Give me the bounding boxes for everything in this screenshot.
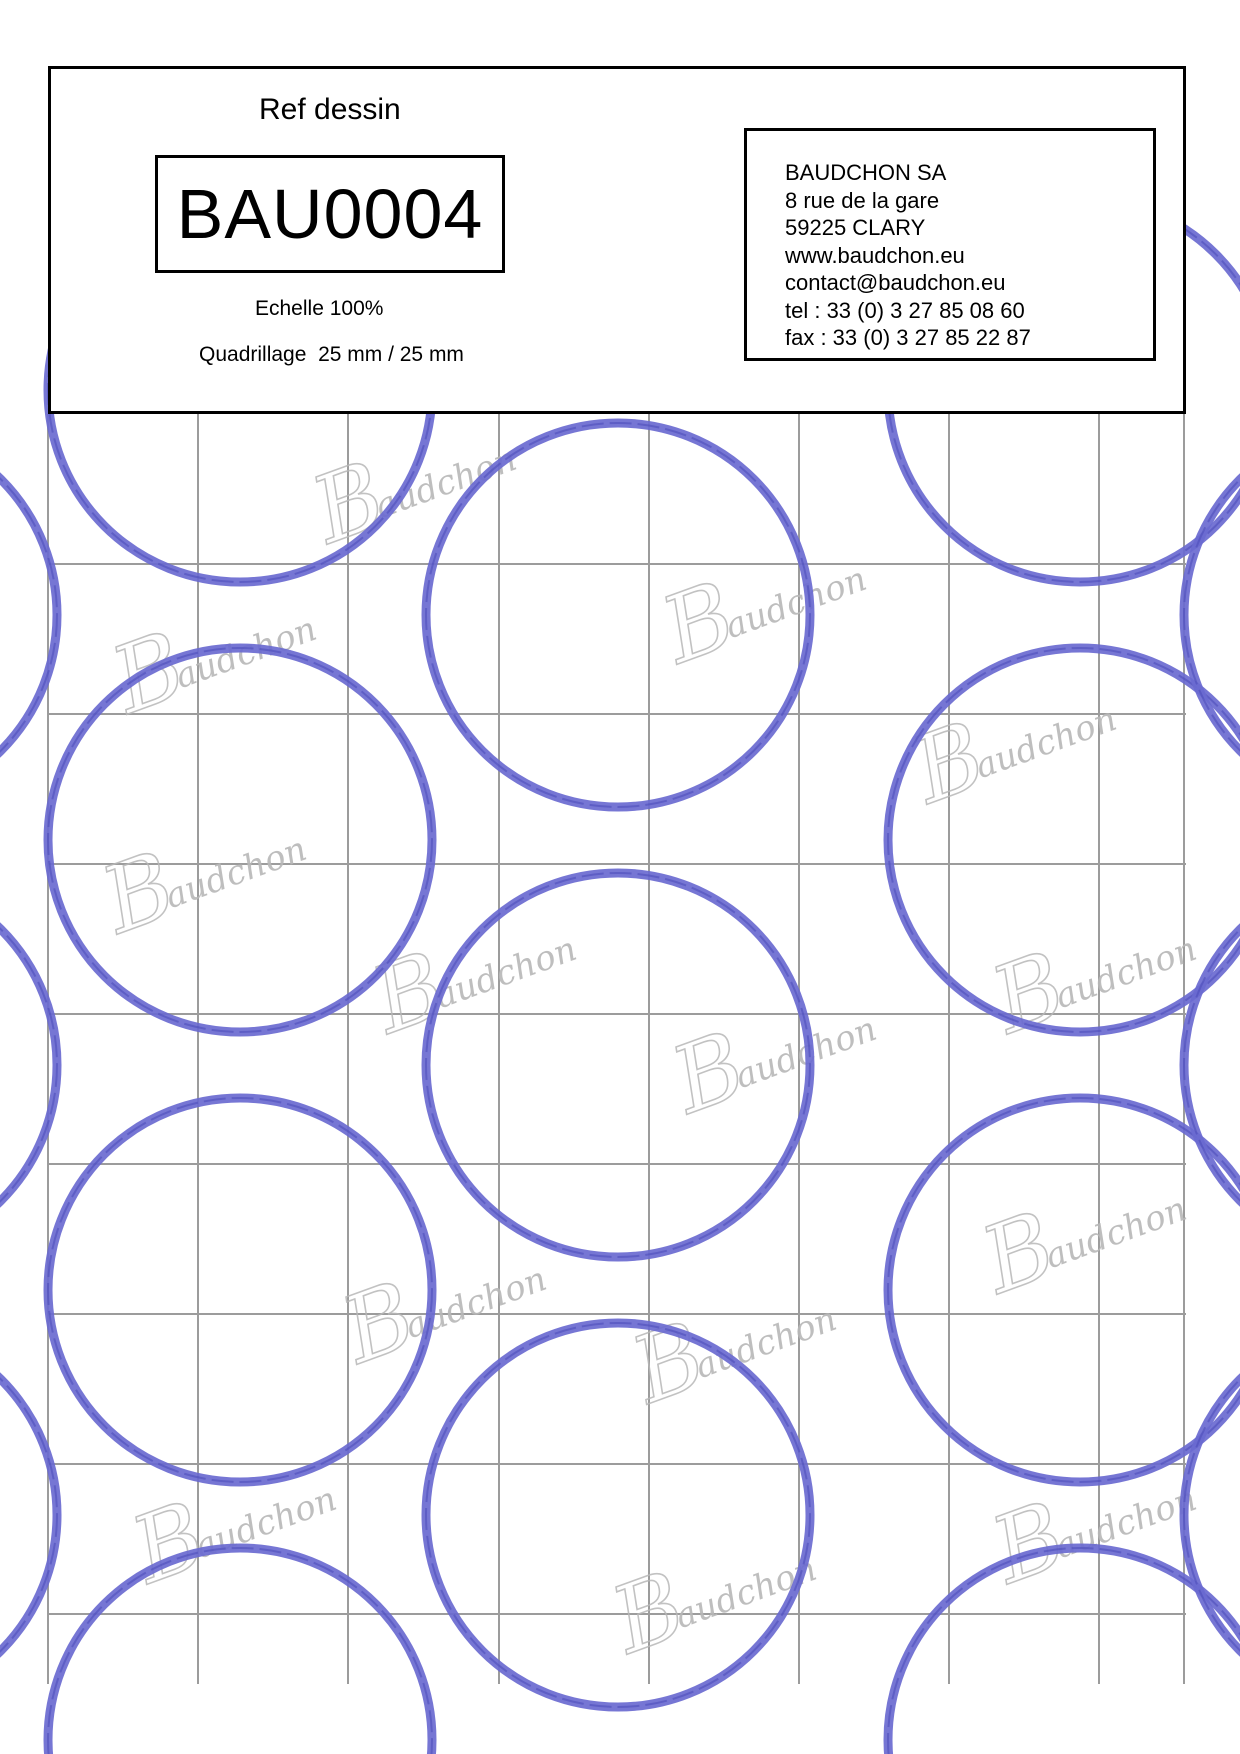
svg-text:B: B <box>648 561 750 685</box>
watermark <box>357 884 588 1055</box>
contact-block <box>744 128 1156 361</box>
svg-text:B: B <box>358 931 460 1055</box>
svg-text:B: B <box>978 1481 1080 1605</box>
svg-text:audchon: audchon <box>1039 1189 1192 1277</box>
svg-text:B: B <box>328 1261 430 1385</box>
svg-text:audchon: audchon <box>169 609 322 697</box>
svg-text:audchon: audchon <box>1049 1479 1202 1567</box>
circle-ring-icon <box>48 648 432 1032</box>
svg-text:audchon: audchon <box>189 1479 342 1567</box>
svg-text:B: B <box>118 1481 220 1605</box>
scale-label: Echelle 100% <box>255 297 384 320</box>
watermark <box>327 1214 558 1385</box>
svg-text:B: B <box>98 611 200 735</box>
svg-text:B: B <box>968 1191 1070 1315</box>
watermark <box>897 654 1128 825</box>
street-address: 8 rue de la gare <box>785 187 940 213</box>
svg-text:B: B <box>88 831 190 955</box>
svg-text:B: B <box>978 931 1080 1055</box>
company-name: BAUDCHON SA <box>785 160 947 185</box>
ref-code: BAU0004 <box>176 175 484 253</box>
svg-text:B: B <box>898 701 1000 825</box>
svg-text:audchon: audchon <box>969 699 1122 787</box>
watermark <box>967 1144 1198 1315</box>
watermark <box>647 514 878 685</box>
watermark <box>657 964 888 1135</box>
svg-text:audchon: audchon <box>729 1009 882 1097</box>
pattern-canvas <box>48 414 1202 1684</box>
svg-text:audchon: audchon <box>159 829 312 917</box>
circle-ring-icon <box>1184 423 1240 807</box>
postal-city: 59225 CLARY <box>785 215 926 240</box>
pattern-preview <box>48 414 1202 1684</box>
svg-text:B: B <box>618 1301 720 1425</box>
phone-number: tel : 33 (0) 3 27 85 08 60 <box>785 297 1025 323</box>
circle-ring-icon <box>1184 873 1240 1257</box>
svg-text:B: B <box>598 1551 700 1675</box>
svg-text:audchon: audchon <box>1049 929 1202 1017</box>
ref-code-box <box>155 155 505 273</box>
svg-text:audchon: audchon <box>669 1549 822 1637</box>
ref-label: Ref dessin <box>259 93 401 126</box>
grid-spacing-label: Quadrillage 25 mm / 25 mm <box>199 343 464 366</box>
watermark <box>617 1254 848 1425</box>
svg-text:B: B <box>658 1011 760 1135</box>
svg-text:audchon: audchon <box>399 1259 552 1347</box>
circle-ring-icon <box>426 1323 810 1707</box>
fax-number: fax : 33 (0) 3 27 85 22 87 <box>785 325 1031 350</box>
svg-text:audchon: audchon <box>429 929 582 1017</box>
svg-text:audchon: audchon <box>689 1299 842 1387</box>
svg-text:B: B <box>298 441 400 565</box>
svg-text:audchon: audchon <box>719 559 872 647</box>
watermark <box>87 784 318 955</box>
drawing-header <box>48 66 1186 414</box>
svg-text:audchon: audchon <box>369 439 522 527</box>
website-link[interactable]: www.baudchon.eu <box>785 242 965 268</box>
circle-ring-icon <box>48 1548 432 1754</box>
email-link[interactable]: contact@baudchon.eu <box>785 270 1006 295</box>
